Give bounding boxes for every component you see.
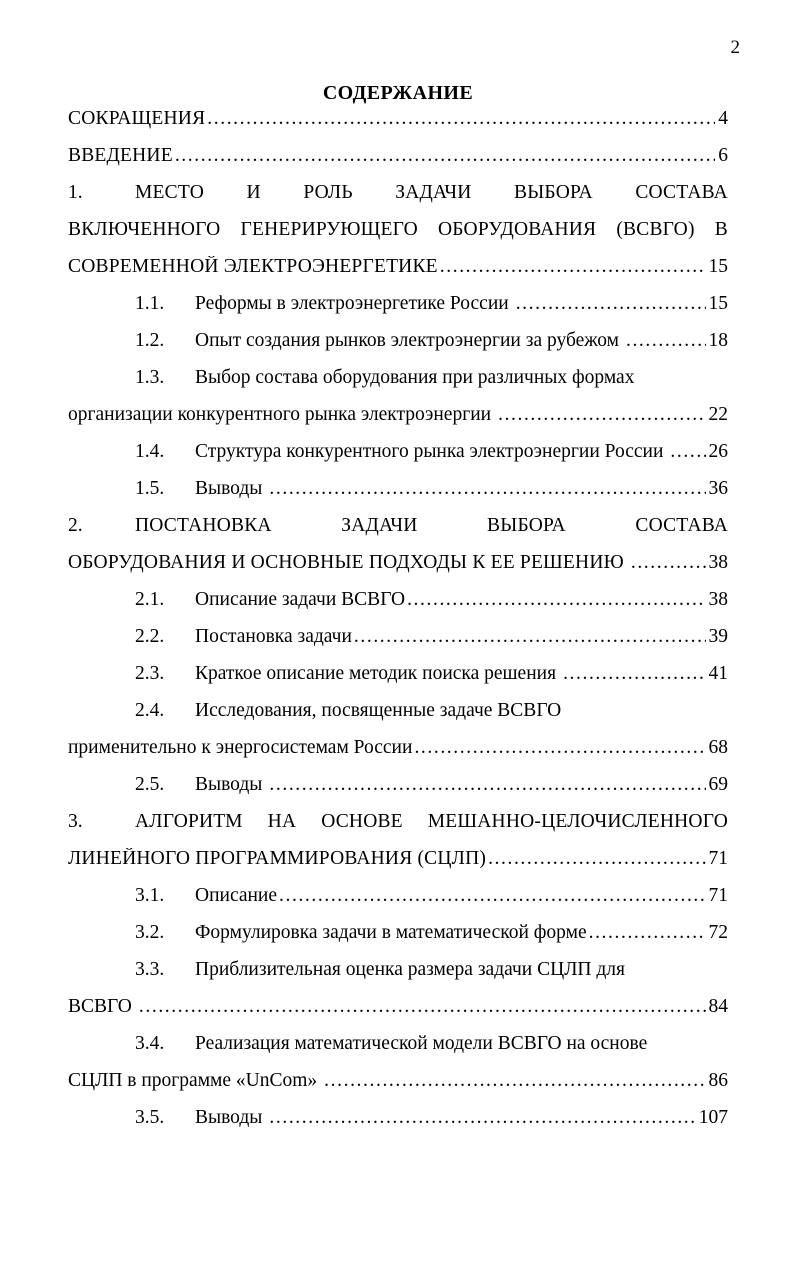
toc-label-word: ВЫБОРА bbox=[487, 515, 566, 536]
toc-line bbox=[68, 959, 728, 996]
toc-label-word: СОСТАВА bbox=[635, 182, 728, 203]
toc-label-word: ВКЛЮЧЕННОГО bbox=[68, 219, 221, 240]
toc-line bbox=[68, 515, 728, 552]
toc-page-number: 18 bbox=[708, 330, 728, 351]
toc-entry[interactable] bbox=[68, 293, 728, 330]
toc-line bbox=[68, 996, 728, 1033]
toc-page-number: 71 bbox=[708, 885, 728, 906]
toc-dot-leader bbox=[207, 108, 715, 130]
toc-entry-label: Выводы bbox=[195, 774, 263, 795]
toc-page-number: 86 bbox=[708, 1070, 728, 1091]
toc-page-number: 68 bbox=[708, 737, 728, 758]
toc-label-word: ОБОРУДОВАНИЯ bbox=[438, 219, 597, 240]
toc-line bbox=[68, 774, 728, 811]
toc-label-word: ЗАДАЧИ bbox=[395, 182, 472, 203]
toc-entry-number: 1.5. bbox=[135, 478, 165, 499]
toc-line bbox=[68, 626, 728, 663]
toc-line bbox=[68, 811, 728, 848]
toc-dot-leader bbox=[414, 737, 705, 759]
page-number: 2 bbox=[730, 37, 740, 58]
toc-entry-label: Выводы bbox=[195, 1107, 263, 1128]
toc-entry[interactable] bbox=[68, 885, 728, 922]
toc-page-number: 38 bbox=[708, 552, 728, 573]
toc-dot-leader bbox=[324, 1070, 705, 1092]
toc-dot-leader bbox=[589, 922, 706, 944]
toc-entry-label: ВВЕДЕНИЕ bbox=[68, 145, 173, 166]
toc-dot-leader bbox=[269, 478, 705, 500]
toc-entry[interactable] bbox=[68, 108, 728, 145]
toc-page-number: 41 bbox=[708, 663, 728, 684]
toc-label-word: В bbox=[714, 219, 728, 240]
toc-entry-label: организации конкурентного рынка электроэнергии bbox=[68, 404, 492, 425]
toc-page-number: 71 bbox=[708, 848, 728, 869]
toc-entry-number: 2.1. bbox=[135, 589, 165, 610]
toc-line bbox=[68, 182, 728, 219]
toc-page-number: 36 bbox=[708, 478, 728, 499]
toc-entry-number: 1.2. bbox=[135, 330, 165, 351]
toc-line bbox=[68, 145, 728, 182]
toc-entry-label: СОКРАЩЕНИЯ bbox=[68, 108, 206, 129]
toc-entry[interactable] bbox=[68, 626, 728, 663]
toc-entry-number: 1. bbox=[68, 182, 83, 203]
toc-dot-leader bbox=[670, 441, 705, 463]
toc-line bbox=[68, 219, 728, 256]
toc-entry-label: Описание задачи ВСВГО bbox=[195, 589, 406, 610]
toc-entry-label: ВСВГО bbox=[68, 996, 132, 1017]
toc-label-word: ПОСТАНОВКА bbox=[135, 515, 272, 536]
toc-entry[interactable] bbox=[68, 515, 728, 589]
toc-entry[interactable] bbox=[68, 182, 728, 293]
toc-dot-leader bbox=[563, 663, 705, 685]
toc-entry-label: СЦЛП в программе «UnCom» bbox=[68, 1070, 318, 1091]
toc-entry-label bbox=[135, 811, 728, 833]
toc-entry-number: 3.3. bbox=[135, 959, 165, 980]
toc-entry[interactable] bbox=[68, 700, 728, 774]
toc-page-number: 38 bbox=[708, 589, 728, 610]
toc-entry-number: 2.2. bbox=[135, 626, 165, 647]
toc-page-number: 4 bbox=[718, 108, 728, 129]
toc-entry-number: 3.2. bbox=[135, 922, 165, 943]
toc-line bbox=[68, 404, 728, 441]
toc-line bbox=[68, 256, 728, 293]
toc-entry[interactable] bbox=[68, 367, 728, 441]
toc-entry[interactable] bbox=[68, 959, 728, 1033]
toc-label-word: МЕШАННО-ЦЕЛОЧИСЛЕННОГО bbox=[427, 811, 728, 832]
toc-line bbox=[68, 478, 728, 515]
toc-dot-leader bbox=[488, 848, 705, 870]
toc-entry-label: ОБОРУДОВАНИЯ И ОСНОВНЫЕ ПОДХОДЫ К ЕЕ РЕШЕНИЮ bbox=[68, 552, 624, 573]
toc-entry-number: 3. bbox=[68, 811, 83, 832]
toc-dot-leader bbox=[269, 774, 705, 796]
toc-page-number: 22 bbox=[708, 404, 728, 425]
toc-entry-label: Описание bbox=[195, 885, 278, 906]
toc-entry-label: Исследования, посвященные задаче ВСВГО bbox=[195, 700, 562, 721]
toc-entry[interactable] bbox=[68, 663, 728, 700]
toc-entry-label: ЛИНЕЙНОГО ПРОГРАММИРОВАНИЯ (СЦЛП) bbox=[68, 848, 487, 869]
toc-line bbox=[68, 293, 728, 330]
toc-page-number: 72 bbox=[708, 922, 728, 943]
toc-entry-number: 2.3. bbox=[135, 663, 165, 684]
toc-page-number: 26 bbox=[708, 441, 728, 462]
toc-entry-label: Выводы bbox=[195, 478, 263, 499]
toc-entry-number: 3.4. bbox=[135, 1033, 165, 1054]
toc-entry-number: 3.5. bbox=[135, 1107, 165, 1128]
toc-entry[interactable] bbox=[68, 811, 728, 885]
toc-label-word: АЛГОРИТМ bbox=[135, 811, 243, 832]
toc-line bbox=[68, 885, 728, 922]
toc-page-number: 15 bbox=[708, 256, 728, 277]
toc-entry-label: Реформы в электроэнергетике России bbox=[195, 293, 509, 314]
toc-line bbox=[68, 737, 728, 774]
toc-entry[interactable] bbox=[68, 922, 728, 959]
toc-page-number: 15 bbox=[708, 293, 728, 314]
toc-dot-leader bbox=[631, 552, 706, 574]
toc-entry-number: 2. bbox=[68, 515, 83, 536]
toc-entry-label: применительно к энергосистемам России bbox=[68, 737, 413, 758]
toc-dot-leader bbox=[354, 626, 706, 648]
toc-entry-number: 1.4. bbox=[135, 441, 165, 462]
toc-dot-leader bbox=[516, 293, 706, 315]
toc-entry-number: 1.1. bbox=[135, 293, 165, 314]
toc-label-word: РОЛЬ bbox=[303, 182, 353, 203]
toc-entry[interactable] bbox=[68, 478, 728, 515]
toc-line bbox=[68, 441, 728, 478]
toc-entry[interactable] bbox=[68, 774, 728, 811]
table-of-contents bbox=[68, 108, 728, 1144]
toc-page-number: 6 bbox=[718, 145, 728, 166]
toc-entry-number: 3.1. bbox=[135, 885, 165, 906]
toc-entry-label: Постановка задачи bbox=[195, 626, 352, 647]
toc-entry-label bbox=[135, 182, 728, 204]
toc-entry-label: Опыт создания рынков электроэнергии за рубежом bbox=[195, 330, 619, 351]
toc-label-word: НА bbox=[267, 811, 297, 832]
toc-line bbox=[68, 330, 728, 367]
toc-entry-label: Реализация математической модели ВСВГО на основе bbox=[195, 1033, 648, 1054]
toc-line bbox=[68, 589, 728, 626]
toc-entry-number: 1.3. bbox=[135, 367, 165, 388]
toc-entry-label: Краткое описание методик поиска решения bbox=[195, 663, 557, 684]
toc-line bbox=[68, 108, 728, 145]
toc-entry-number: 2.5. bbox=[135, 774, 165, 795]
toc-dot-leader bbox=[269, 1107, 695, 1129]
toc-line bbox=[68, 700, 728, 737]
toc-line bbox=[68, 552, 728, 589]
toc-label-word: (ВСВГО) bbox=[616, 219, 695, 240]
toc-entry[interactable] bbox=[68, 441, 728, 478]
page-title: СОДЕРЖАНИЕ bbox=[322, 82, 474, 104]
toc-dot-leader bbox=[407, 589, 705, 611]
toc-entry[interactable] bbox=[68, 1107, 728, 1144]
toc-entry-label bbox=[68, 219, 728, 241]
toc-entry-label bbox=[135, 515, 728, 537]
toc-page-number: 69 bbox=[708, 774, 728, 795]
toc-entry-label: Формулировка задачи в математической форме bbox=[195, 922, 587, 943]
toc-line bbox=[68, 1070, 728, 1107]
toc-dot-leader bbox=[498, 404, 705, 426]
toc-label-word: МЕСТО bbox=[135, 182, 204, 203]
toc-line bbox=[68, 922, 728, 959]
toc-entry-label: Структура конкурентного рынка электроэнергии России bbox=[195, 441, 664, 462]
toc-line bbox=[68, 1033, 728, 1070]
toc-entry-label: СОВРЕМЕННОЙ ЭЛЕКТРОЭНЕРГЕТИКЕ bbox=[68, 256, 438, 277]
toc-label-word: ОСНОВЕ bbox=[321, 811, 403, 832]
toc-dot-leader bbox=[139, 996, 706, 1018]
toc-entry[interactable] bbox=[68, 145, 728, 182]
toc-page-number: 84 bbox=[708, 996, 728, 1017]
toc-dot-leader bbox=[175, 145, 715, 167]
toc-page-number: 107 bbox=[698, 1107, 728, 1128]
toc-label-word: СОСТАВА bbox=[635, 515, 728, 536]
toc-label-word: ВЫБОРА bbox=[514, 182, 593, 203]
toc-line bbox=[68, 1107, 728, 1144]
toc-entry[interactable] bbox=[68, 1033, 728, 1107]
toc-label-word: И bbox=[246, 182, 261, 203]
toc-page-number: 39 bbox=[708, 626, 728, 647]
toc-entry-number: 2.4. bbox=[135, 700, 165, 721]
toc-line bbox=[68, 663, 728, 700]
toc-entry-label: Выбор состава оборудования при различных формах bbox=[195, 367, 635, 388]
toc-line bbox=[68, 367, 728, 404]
toc-dot-leader bbox=[626, 330, 706, 352]
toc-entry[interactable] bbox=[68, 330, 728, 367]
toc-dot-leader bbox=[440, 256, 706, 278]
toc-line bbox=[68, 848, 728, 885]
toc-label-word: ЗАДАЧИ bbox=[341, 515, 418, 536]
toc-entry-label: Приблизительная оценка размера задачи СЦЛП для bbox=[195, 959, 625, 980]
toc-dot-leader bbox=[279, 885, 705, 907]
toc-label-word: ГЕНЕРИРУЮЩЕГО bbox=[240, 219, 418, 240]
toc-entry[interactable] bbox=[68, 589, 728, 626]
